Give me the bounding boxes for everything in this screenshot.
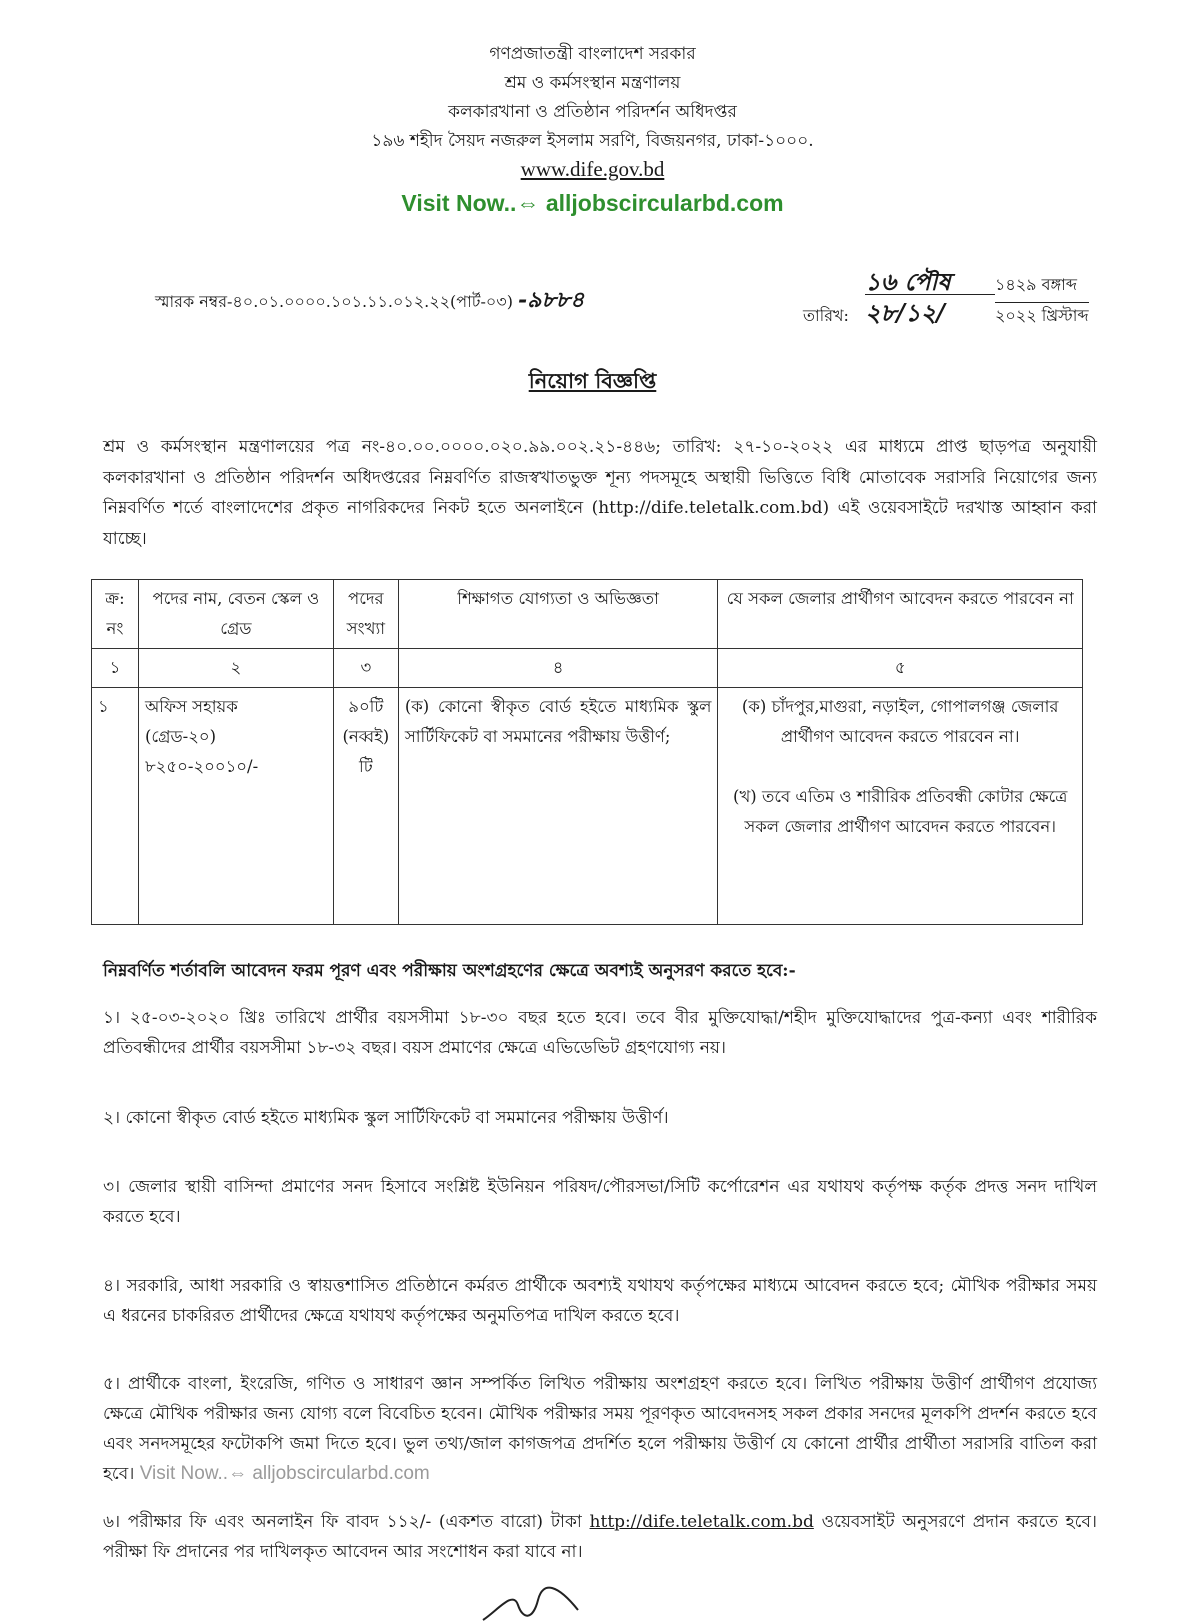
post-name: অফিস সহায়ক: [144, 697, 238, 716]
condition-1: ১। ২৫-০৩-২০২০ খ্রিঃ তারিখে প্রার্থীর বয়সসীমা ১৮-৩০ বছর হতে হবে। তবে বীর মুক্তিযোদ্ধা/শহীদ মুক্তিযোদ্ধাদের পুত্র-কন্যা এবং শারীরিক প্রতিবন্ধীদের প্রার্থীর বয়সসীমা ১৮-৩২ বছর। বয়স প্রমাণের ক্ষেত্রে এভিডেভিট গ্রহণযোগ্য নয়।: [103, 1008, 1097, 1058]
condition-2: ২। কোনো স্বীকৃত বোর্ড হইতে মাধ্যমিক স্কুল সার্টিফিকেট বা সমমানের পরীক্ষায় উত্তীর্ণ।: [103, 1108, 669, 1128]
date-block: [803, 264, 1089, 328]
date-bangla-handwritten: ১৬ পৌষ: [865, 267, 951, 296]
page-title: নিয়োগ বিজ্ঞপ্তি: [528, 368, 657, 393]
condition-5: [103, 1369, 1097, 1489]
row-post: [138, 688, 333, 925]
district-restriction: (ক) চাঁদপুর,মাগুরা, নড়াইল, গোপালগঞ্জ জেলার প্রার্থীগণ আবেদন করতে পারবেন না।: [741, 697, 1059, 746]
memo-prefix: স্মারক নম্বর-৪০.০১.০০০০.১০১.১১.০১২.২২(পার্ট-০৩): [155, 292, 513, 311]
count-digits: ৯০টি: [348, 697, 384, 716]
row-qualification: (ক) কোনো স্বীকৃত বোর্ড হইতে মাধ্যমিক স্কুল সার্টিফিকেট বা সমমানের পরীক্ষায় উত্তীর্ণ;: [398, 688, 718, 925]
memo-handwritten-number: -৯৮৮৪: [518, 287, 585, 313]
count-words: (নব্বই): [342, 727, 390, 746]
promo-watermark: Visit Now..⇔ alljobscircularbd.com: [401, 190, 784, 216]
header-qualification: শিক্ষাগত যোগ্যতা ও অভিজ্ঞতা: [398, 580, 718, 649]
intro-paragraph: শ্রম ও কর্মসংস্থান মন্ত্রণালয়ের পত্র নং-৪০.০০.০০০০.০২০.৯৯.০০২.২১-৪৪৬; তারিখ: ২৭-১০-২০২২ এর মাধ্যমে প্রাপ্ত ছাড়পত্র অনুযায়ী কলকারখানা ও প্রতিষ্ঠান পরিদর্শন অধিদপ্তরের নিম্নবর্ণিত রাজস্বখাতভুক্ত শূন্য পদসমূহে অস্থায়ী ভিত্তিতে বিধি মোতাবেক সরাসরি নিয়োগের জন্য নিম্নবর্ণিত শর্তে বাংলাদেশের প্রকৃত নাগরিকদের নিকট হতে অনলাইনে (http://dife.teletalk.com.bd) এই ওয়েবসাইটে দরখাস্ত আহ্বান করা যাচ্ছে।: [103, 437, 1097, 549]
condition-6-end: ওয়েবসাইট অনুসরণে প্রদান করতে হবে। পরীক্ষা ফি প্রদানের পর দাখিলকৃত আবেদন আর সংশোধন করা যাবে না।: [103, 1512, 1097, 1562]
row-districts: [718, 688, 1083, 925]
row-serial: ১: [92, 688, 139, 925]
govt-name: গণপ্রজাতন্ত্রী বাংলাদেশ সরকার: [489, 44, 696, 64]
header-serial: ক্র: নং: [92, 580, 139, 649]
count-suffix: টি: [358, 757, 373, 776]
header-count: পদের সংখ্যা: [333, 580, 398, 649]
condition-6-start: ৬। পরীক্ষার ফি এবং অনলাইন ফি বাবদ ১১২/- (একশত বারো) টাকা: [103, 1512, 582, 1532]
office-address: ১৯৬ শহীদ সৈয়দ নজরুল ইসলাম সরণি, বিজয়নগর, ঢাকা-১০০০.: [371, 131, 814, 151]
inline-watermark: Visit Now..⇔ alljobscircularbd.com: [139, 1463, 430, 1484]
date-greg-handwritten: ২৮/১২/: [865, 294, 995, 335]
vacancy-table: [91, 579, 1083, 925]
signature-mark: [478, 1580, 588, 1623]
table-row: [92, 688, 1083, 925]
condition-4: ৪। সরকারি, আধা সরকারি ও স্বায়ত্তশাসিত প্রতিষ্ঠানে কর্মরত প্রার্থীকে অবশ্যই যথাযথ কর্তৃপক্ষের মাধ্যমে আবেদন করতে হবে; মৌখিক পরীক্ষার সময় এ ধরনের চাকরিরত প্রার্থীদের ক্ষেত্রে যথাযথ কর্তৃপক্ষের অনুমতিপত্র দাখিল করতে হবে।: [103, 1276, 1097, 1326]
table-header-row: [92, 580, 1083, 649]
table-number-row: [92, 649, 1083, 688]
letterhead: [0, 40, 1185, 183]
date-greg-year: ২০২২ খ্রিস্টাব্দ: [995, 302, 1089, 330]
teletalk-link[interactable]: http://dife.teletalk.com.bd: [589, 1512, 814, 1532]
date-bangla-year: ১৪২৯ বঙ্গাব্দ: [995, 275, 1078, 294]
conditions-heading: নিম্নবর্ণিত শর্তাবলি আবেদন ফরম পূরণ এবং পরীক্ষায় অংশগ্রহণের ক্ষেত্রে অবশ্যই অনুসরণ করতে হবে:-: [103, 961, 796, 981]
post-scale: ৮২৫০-২০০১০/-: [144, 757, 259, 776]
date-label: তারিখ:: [803, 306, 849, 325]
col-number: ৫: [718, 649, 1083, 688]
department-name: কলকারখানা ও প্রতিষ্ঠান পরিদর্শন অধিদপ্তর: [448, 102, 737, 122]
col-number: ১: [92, 649, 139, 688]
office-website[interactable]: www.dife.gov.bd: [520, 157, 665, 181]
col-number: ৪: [398, 649, 718, 688]
condition-6: [103, 1507, 1097, 1567]
condition-5-text: ৫। প্রার্থীকে বাংলা, ইংরেজি, গণিত ও সাধারণ জ্ঞান সম্পর্কিত লিখিত পরীক্ষায় অংশগ্রহণ করতে হবে। লিখিত পরীক্ষায় উত্তীর্ণ প্রার্থীগণ প্রযোজ্য ক্ষেত্রে মৌখিক পরীক্ষার জন্য যোগ্য বলে বিবেচিত হবেন। মৌখিক পরীক্ষার সময় পূরণকৃত আবেদনসহ সকল প্রকার সনদের মূলকপি প্রদর্শন করতে হবে এবং সনদসমূহের ফটোকপি জমা দিতে হবে। ভুল তথ্য/জাল কাগজপত্র প্রদর্শিত হলে পরীক্ষায় উত্তীর্ণ যে কোনো প্রার্থীর প্রার্থীতা সরাসরি বাতিল করা হবে।: [103, 1374, 1097, 1484]
condition-3: ৩। জেলার স্থায়ী বাসিন্দা প্রমাণের সনদ হিসাবে সংশ্লিষ্ট ইউনিয়ন পরিষদ/পৌরসভা/সিটি কর্পোরেশন এর যথাযথ কর্তৃপক্ষ কর্তৃক প্রদত্ত সনদ দাখিল করতে হবে।: [103, 1177, 1097, 1227]
header-districts: যে সকল জেলার প্রার্থীগণ আবেদন করতে পারবেন না: [718, 580, 1083, 649]
memo-number: [155, 283, 584, 320]
district-exception: (খ) তবে এতিম ও শারীরিক প্রতিবন্ধী কোটার ক্ষেত্রে সকল জেলার প্রার্থীগণ আবেদন করতে পারবেন।: [733, 787, 1068, 836]
post-grade: (গ্রেড-২০): [144, 727, 217, 746]
col-number: ৩: [333, 649, 398, 688]
row-count: [333, 688, 398, 925]
header-post: পদের নাম, বেতন স্কেল ও গ্রেড: [138, 580, 333, 649]
ministry-name: শ্রম ও কর্মসংস্থান মন্ত্রণালয়: [504, 73, 681, 93]
col-number: ২: [138, 649, 333, 688]
